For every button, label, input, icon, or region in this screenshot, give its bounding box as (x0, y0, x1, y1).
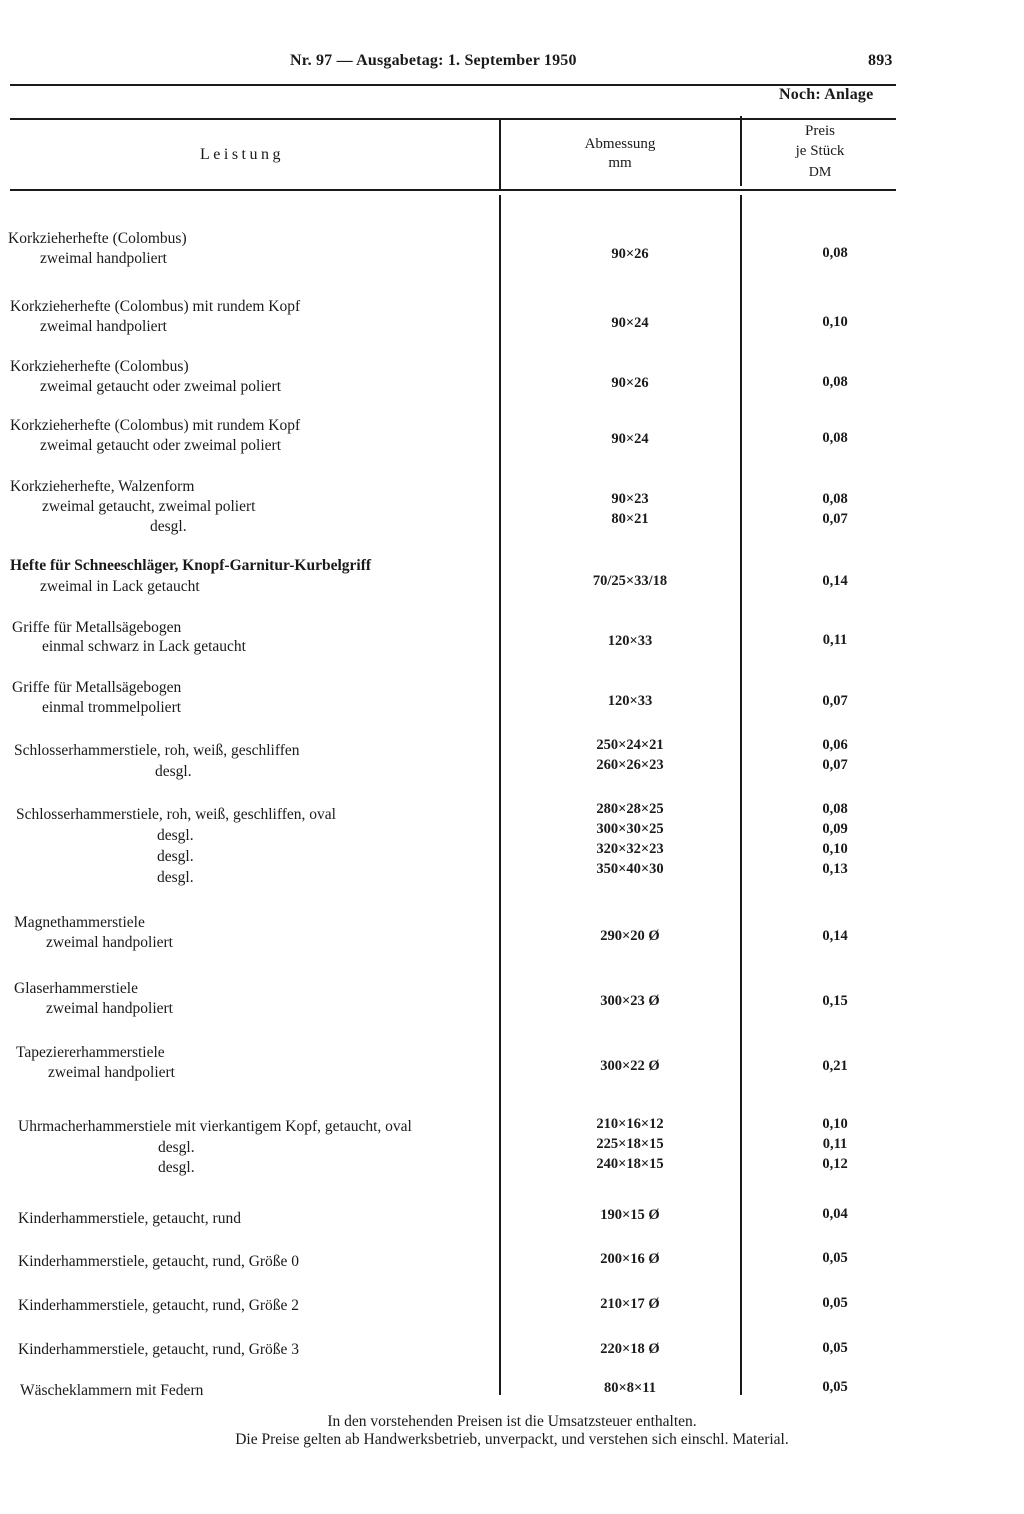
row-price: 0,08 (822, 430, 848, 446)
row-dimension: 90×26 (611, 375, 649, 391)
divider-price-header (740, 116, 742, 186)
row-price: 0,21 (822, 1058, 848, 1074)
row-dimension: 190×15 Ø (600, 1207, 660, 1223)
row-dimension: 220×18 Ø (600, 1341, 660, 1357)
row-price: 0,07 (822, 757, 848, 773)
row-price: 0,11 (822, 1136, 848, 1152)
row-description: zweimal handpoliert (46, 934, 173, 951)
row-price: 0,10 (822, 314, 848, 330)
table-head-rule (10, 189, 896, 191)
divider-dimension (499, 195, 501, 1395)
row-description: desgl. (158, 1139, 195, 1156)
row-price: 0,05 (822, 1340, 848, 1356)
row-price: 0,10 (822, 841, 848, 857)
row-description: Korkzieherhefte (Colombus) (8, 230, 187, 247)
row-description: zweimal handpoliert (48, 1064, 175, 1081)
row-description: zweimal handpoliert (40, 250, 167, 267)
column-heading-service: Leistung (200, 146, 284, 163)
row-description: Tapeziererhammerstiele (16, 1044, 165, 1061)
row-description: Schlosserhammerstiele, roh, weiß, geschliffen (14, 742, 300, 759)
row-price: 0,14 (822, 928, 848, 944)
row-price: 0,10 (822, 1116, 848, 1132)
row-description: Kinderhammerstiele, getaucht, rund, Größe 2 (18, 1297, 300, 1314)
row-description: Schlosserhammerstiele, roh, weiß, geschliffen, oval (16, 806, 336, 823)
row-description: zweimal getaucht, zweimal poliert (42, 498, 256, 515)
row-price: 0,13 (822, 861, 848, 877)
row-dimension: 200×16 Ø (600, 1251, 660, 1267)
row-price: 0,07 (822, 511, 848, 527)
row-dimension: 225×18×15 (596, 1136, 664, 1152)
row-description: desgl. (150, 518, 187, 535)
page-number: 893 (868, 52, 893, 69)
annex-label: Noch: Anlage (779, 86, 874, 103)
row-description: Korkzieherhefte, Walzenform (10, 478, 195, 495)
row-description: Kinderhammerstiele, getaucht, rund (18, 1210, 241, 1227)
row-description: Griffe für Metallsägebogen (12, 679, 182, 696)
row-dimension: 120×33 (607, 633, 653, 649)
row-description: Korkzieherhefte (Colombus) (10, 358, 189, 375)
row-dimension: 320×32×23 (596, 841, 664, 857)
row-dimension: 210×16×12 (596, 1116, 664, 1132)
row-price: 0,08 (822, 491, 848, 507)
row-price: 0,05 (822, 1250, 848, 1266)
row-price: 0,04 (822, 1206, 848, 1222)
row-description: zweimal handpoliert (40, 318, 167, 335)
row-price: 0,14 (822, 573, 848, 589)
row-dimension: 80×21 (611, 511, 649, 527)
row-dimension: 90×26 (611, 246, 649, 262)
row-description: Kinderhammerstiele, getaucht, rund, Größe 3 (18, 1341, 300, 1358)
row-dimension: 90×24 (611, 431, 649, 447)
row-description: Magnethammerstiele (14, 914, 145, 931)
row-dimension: 280×28×25 (596, 801, 664, 817)
row-description: Korkzieherhefte (Colombus) mit rundem Kopf (10, 417, 301, 434)
row-price: 0,09 (822, 821, 848, 837)
row-description: desgl. (157, 848, 194, 865)
table-top-rule (10, 118, 896, 120)
row-dimension: 80×8×11 (604, 1380, 656, 1396)
header-rule (10, 84, 896, 86)
row-description: zweimal getaucht oder zweimal poliert (40, 437, 282, 454)
row-dimension: 90×24 (611, 315, 649, 331)
row-description: desgl. (157, 827, 194, 844)
row-dimension: 300×22 Ø (600, 1058, 660, 1074)
row-description: Hefte für Schneeschläger, Knopf-Garnitur-Kurbelgriff (10, 557, 372, 574)
row-price: 0,06 (822, 737, 848, 753)
footnote-tax: In den vorstehenden Preisen ist die Umsatzsteuer enthalten. (327, 1413, 697, 1430)
row-price: 0,11 (822, 632, 848, 648)
row-description: desgl. (157, 869, 194, 886)
row-dimension: 300×23 Ø (600, 993, 660, 1009)
row-description: einmal schwarz in Lack getaucht (42, 638, 246, 655)
row-description: desgl. (155, 763, 192, 780)
row-price: 0,07 (822, 693, 848, 709)
row-dimension: 290×20 Ø (600, 928, 660, 944)
row-description: Uhrmacherhammerstiele mit vierkantigem Kopf, getaucht, oval (18, 1118, 412, 1135)
issue-line: Nr. 97 — Ausgabetag: 1. September 1950 (290, 52, 577, 69)
row-dimension: 240×18×15 (596, 1156, 664, 1172)
row-dimension: 350×40×30 (596, 861, 664, 877)
footnote-terms: Die Preise gelten ab Handwerksbetrieb, unverpackt, und verstehen sich einschl. Material. (235, 1431, 789, 1448)
row-description: zweimal handpoliert (46, 1000, 173, 1017)
row-price: 0,05 (822, 1295, 848, 1311)
row-price: 0,08 (822, 801, 848, 817)
divider-dimension-header (499, 120, 501, 190)
row-description: Griffe für Metallsägebogen (12, 619, 182, 636)
row-description: Glaserhammerstiele (14, 980, 138, 997)
row-description: Kinderhammerstiele, getaucht, rund, Größe 0 (18, 1253, 300, 1270)
row-dimension: 210×17 Ø (600, 1296, 660, 1312)
row-price: 0,08 (822, 245, 848, 261)
row-dimension: 120×33 (607, 693, 653, 709)
row-price: 0,15 (822, 993, 848, 1009)
row-dimension: 250×24×21 (596, 737, 664, 753)
row-dimension: 260×26×23 (596, 757, 664, 773)
row-price: 0,12 (822, 1156, 848, 1172)
column-heading-dimension: Abmessung mm (584, 136, 656, 171)
row-description: einmal trommelpoliert (42, 699, 182, 716)
row-description: Korkzieherhefte (Colombus) mit rundem Kopf (10, 298, 301, 315)
row-dimension: 300×30×25 (596, 821, 664, 837)
row-price: 0,05 (822, 1379, 848, 1395)
column-heading-price: Preis je Stück DM (795, 123, 845, 180)
row-price: 0,08 (822, 374, 848, 390)
row-dimension: 70/25×33/18 (592, 573, 668, 589)
row-dimension: 90×23 (611, 491, 649, 507)
row-description: zweimal in Lack getaucht (40, 578, 200, 595)
row-description: zweimal getaucht oder zweimal poliert (40, 378, 282, 395)
row-description: desgl. (158, 1159, 195, 1176)
row-description: Wäscheklammern mit Federn (20, 1382, 204, 1399)
